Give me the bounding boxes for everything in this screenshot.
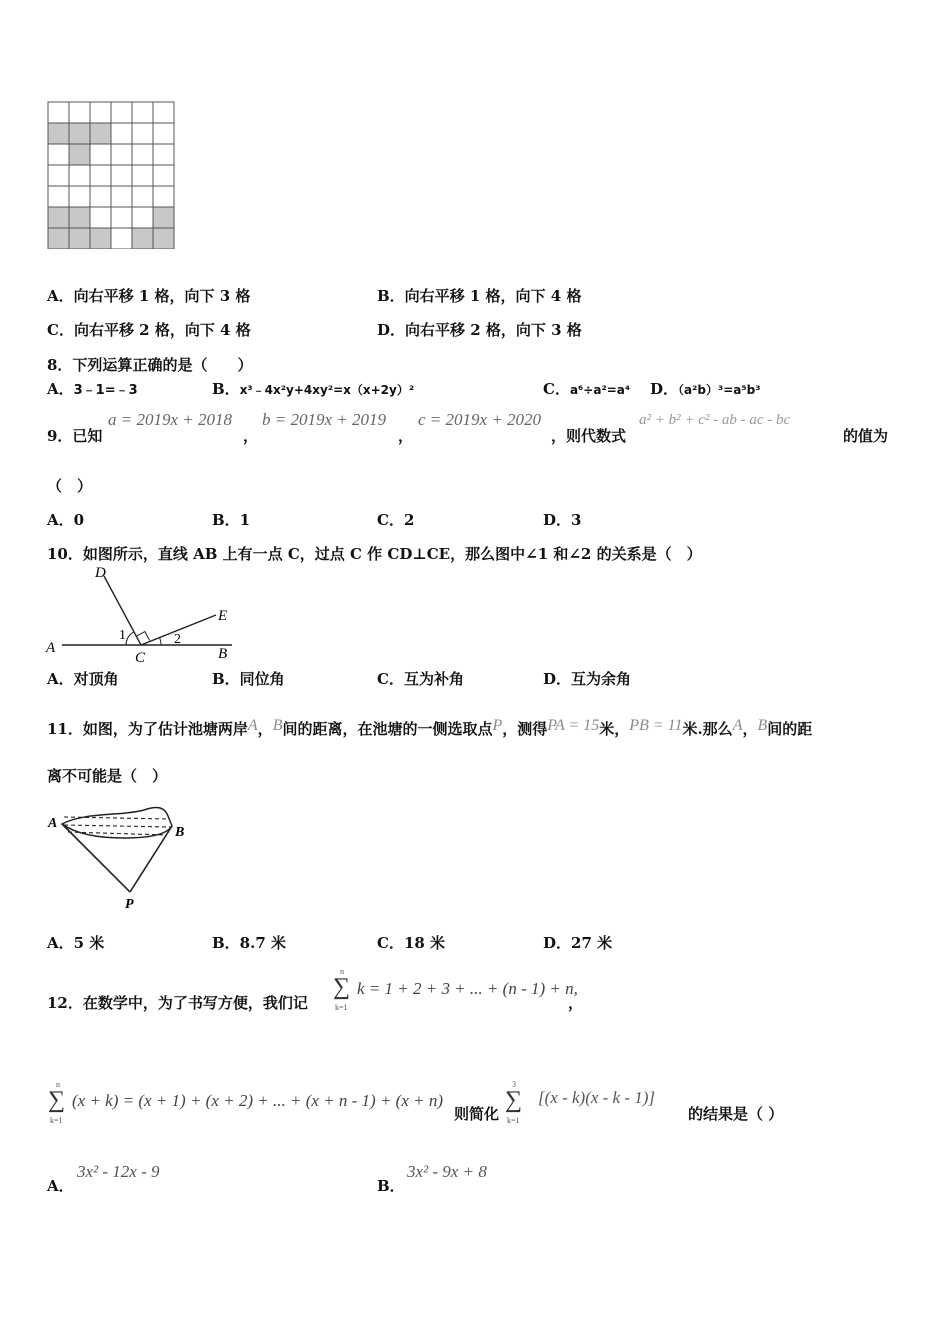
q8-option-c-label: C．: [543, 380, 570, 398]
q12-option-b: 3x² - 9x + 8: [407, 1162, 487, 1181]
label-c: C: [135, 650, 146, 666]
q11-option-d: D．27 米: [543, 934, 613, 952]
q9-prefix: 9．已知: [47, 427, 103, 445]
q11-var-a-2: A: [732, 717, 743, 734]
label-e: E: [218, 608, 228, 624]
q10-option-a: A．对顶角: [47, 670, 119, 688]
q10-angle-figure: [44, 562, 244, 666]
grid-cell: [69, 186, 90, 207]
pond-dash-2: [64, 825, 171, 827]
label-d: D: [95, 565, 106, 581]
q10-stem: 10．如图所示，直线 AB 上有一点 C，过点 C 作 CD⊥CE，那么图中∠1 和∠2 的关系是（ ）: [47, 545, 702, 563]
q9-option-d: D．3: [543, 511, 582, 529]
q11-option-b: B．8.7 米: [212, 934, 286, 952]
q11-prefix: 11．如图，为了估计池塘两岸: [47, 720, 248, 738]
q11-line-1: [47, 716, 812, 739]
grid-cell: [69, 102, 90, 123]
q11-var-p: P: [492, 717, 503, 734]
angle-2-arc: [160, 638, 161, 645]
grid-cell-shaded: [69, 228, 90, 249]
grid-cell-shaded: [69, 207, 90, 228]
q8-stem: 8．下列运算正确的是（ ）: [47, 356, 253, 374]
q7-option-b: B．向右平移 1 格，向下 4 格: [377, 287, 582, 305]
q11-line-2: 离不可能是（ ）: [47, 767, 168, 785]
grid-cell: [132, 165, 153, 186]
q9-comma-1: ，: [243, 427, 259, 445]
grid-cell: [90, 165, 111, 186]
grid-cell-shaded: [153, 228, 174, 249]
grid-cell-shaded: [69, 123, 90, 144]
q7-option-d: D．向右平移 2 格，向下 3 格: [377, 321, 582, 339]
grid-cell: [132, 186, 153, 207]
grid-cell: [111, 102, 132, 123]
angle-1-arc: [126, 632, 134, 645]
q9-paren: （ ）: [47, 477, 93, 495]
q9-option-b: B．1: [212, 511, 251, 529]
grid-cell-shaded: [132, 228, 153, 249]
q12-option-a: 3x² - 12x - 9: [77, 1162, 160, 1181]
q9-expr-poly: a² + b² + c² - ab - ac - bc: [639, 412, 791, 428]
q12-sigma-2: ∑: [48, 1087, 66, 1113]
q12-then-simplify: 则简化: [454, 1105, 500, 1123]
q9-suffix: 的值为: [843, 427, 889, 445]
q12-sum-expr-1: k = 1 + 2 + 3 + ... + (n - 1) + n,: [357, 979, 578, 998]
q11-text-1: 间的距离，在池塘的一侧选取点: [282, 720, 493, 738]
q11-sep: ，: [257, 720, 273, 738]
q9-expr-b: b = 2019x + 2019: [262, 410, 386, 429]
q11-sep-2: ，: [742, 720, 758, 738]
q12-option-a-label: A．: [47, 1177, 74, 1195]
q12-result: 的结果是（ ）: [688, 1105, 784, 1123]
q8-option-a-label: A．: [47, 380, 74, 398]
q8-option-a-text: 3﹣1=﹣3: [73, 383, 138, 398]
q11-option-a: A．5 米: [47, 934, 105, 952]
q8-option-b: [212, 379, 414, 400]
grid-cell-shaded: [48, 228, 69, 249]
q11-pond-figure: [44, 804, 194, 912]
q12-sigma-1: ∑: [333, 974, 351, 1000]
q10-option-c: C．互为补角: [377, 670, 464, 688]
q8-option-d-text: （a²b）³=a⁵b³: [678, 383, 761, 397]
grid-cell-shaded: [69, 144, 90, 165]
q12-sigma-3: ∑: [505, 1087, 523, 1113]
q12-sum3-top: 3: [512, 1080, 516, 1089]
q9-option-a: A．0: [47, 511, 85, 529]
grid-cell: [153, 165, 174, 186]
label-p: P: [125, 897, 134, 912]
grid-cell: [90, 207, 111, 228]
q12-sum1-top: n: [340, 967, 344, 976]
grid-figure: [47, 101, 177, 249]
q10-option-d: D．互为余角: [543, 670, 632, 688]
grid-cell: [48, 186, 69, 207]
grid-cell: [90, 102, 111, 123]
q8-option-d: [650, 379, 760, 400]
label-a: A: [46, 640, 56, 656]
grid-cell: [48, 144, 69, 165]
q8-option-a: [47, 379, 138, 401]
q12-option-b-label: B．: [377, 1177, 405, 1195]
grid-cell: [153, 186, 174, 207]
grid-cell-shaded: [90, 123, 111, 144]
grid-cell: [132, 207, 153, 228]
grid-cell: [132, 123, 153, 144]
grid-cell: [90, 144, 111, 165]
grid-cell: [132, 144, 153, 165]
grid-cell-shaded: [153, 207, 174, 228]
grid-cell: [111, 165, 132, 186]
q8-option-c-text: a⁶÷a²=a⁴: [569, 383, 631, 397]
grid-cell: [111, 144, 132, 165]
grid-cell: [48, 102, 69, 123]
q11-text-2: ，测得: [502, 720, 548, 738]
grid-cell: [111, 123, 132, 144]
segment-pa: [62, 824, 130, 892]
grid-cell: [90, 186, 111, 207]
grid-cell-shaded: [48, 207, 69, 228]
grid-cell: [111, 207, 132, 228]
q10-option-b: B．同位角: [212, 670, 285, 688]
grid-cell: [69, 165, 90, 186]
label-angle-1: 1: [119, 628, 126, 643]
grid-cell: [111, 186, 132, 207]
q8-option-b-label: B．: [212, 380, 240, 398]
q11-option-c: C．18 米: [377, 934, 446, 952]
label-a: A: [48, 816, 58, 831]
label-b: B: [175, 825, 185, 840]
q11-text-4: 米.那么: [682, 720, 733, 738]
q8-option-b-text: x³﹣4x²y+4xy²=x（x+2y）²: [239, 383, 415, 397]
q7-option-c: C．向右平移 2 格，向下 4 格: [47, 321, 251, 339]
q12-sum1-bottom: k=1: [335, 1003, 348, 1012]
q9-comma-2: ，: [398, 427, 414, 445]
grid-cell: [132, 102, 153, 123]
q9-mid: ，则代数式: [551, 427, 627, 445]
grid-cell: [153, 123, 174, 144]
q9-expr-a: a = 2019x + 2018: [108, 410, 232, 429]
q9-expr-c: c = 2019x + 2020: [418, 410, 542, 429]
q12-sum2-bottom: k=1: [50, 1116, 63, 1125]
label-angle-2: 2: [174, 632, 181, 647]
grid-cell: [48, 165, 69, 186]
q11-var-b-2: B: [757, 717, 768, 734]
grid-cell: [153, 144, 174, 165]
grid-cell-shaded: [48, 123, 69, 144]
q11-var-b: B: [272, 717, 283, 734]
q12-sum3-bottom: k=1: [507, 1116, 520, 1125]
q7-option-a: A．向右平移 1 格，向下 3 格: [47, 287, 251, 305]
q11-text-3: 米，: [599, 720, 630, 738]
q8-option-c: [543, 379, 630, 400]
q9-option-c: C．2: [377, 511, 415, 529]
q12-prefix: 12．在数学中，为了书写方便，我们记: [47, 994, 308, 1012]
grid-cell-shaded: [90, 228, 111, 249]
q12-line2-expr: (x + k) = (x + 1) + (x + 2) + ... + (x + n - 1) + (x + n): [72, 1091, 444, 1110]
q11-var-a: A: [247, 717, 258, 734]
q8-option-d-label: D．: [650, 380, 679, 398]
q11-text-5: 间的距: [767, 720, 813, 738]
q11-pb: PB = 11: [629, 717, 683, 734]
q12-sum3-expr: [(x - k)(x - k - 1)]: [538, 1088, 656, 1107]
label-b: B: [218, 646, 228, 662]
grid-cell: [153, 102, 174, 123]
q12-sum2-top: n: [56, 1080, 60, 1089]
q11-pa: PA = 15: [547, 717, 600, 734]
grid-cell: [111, 228, 132, 249]
